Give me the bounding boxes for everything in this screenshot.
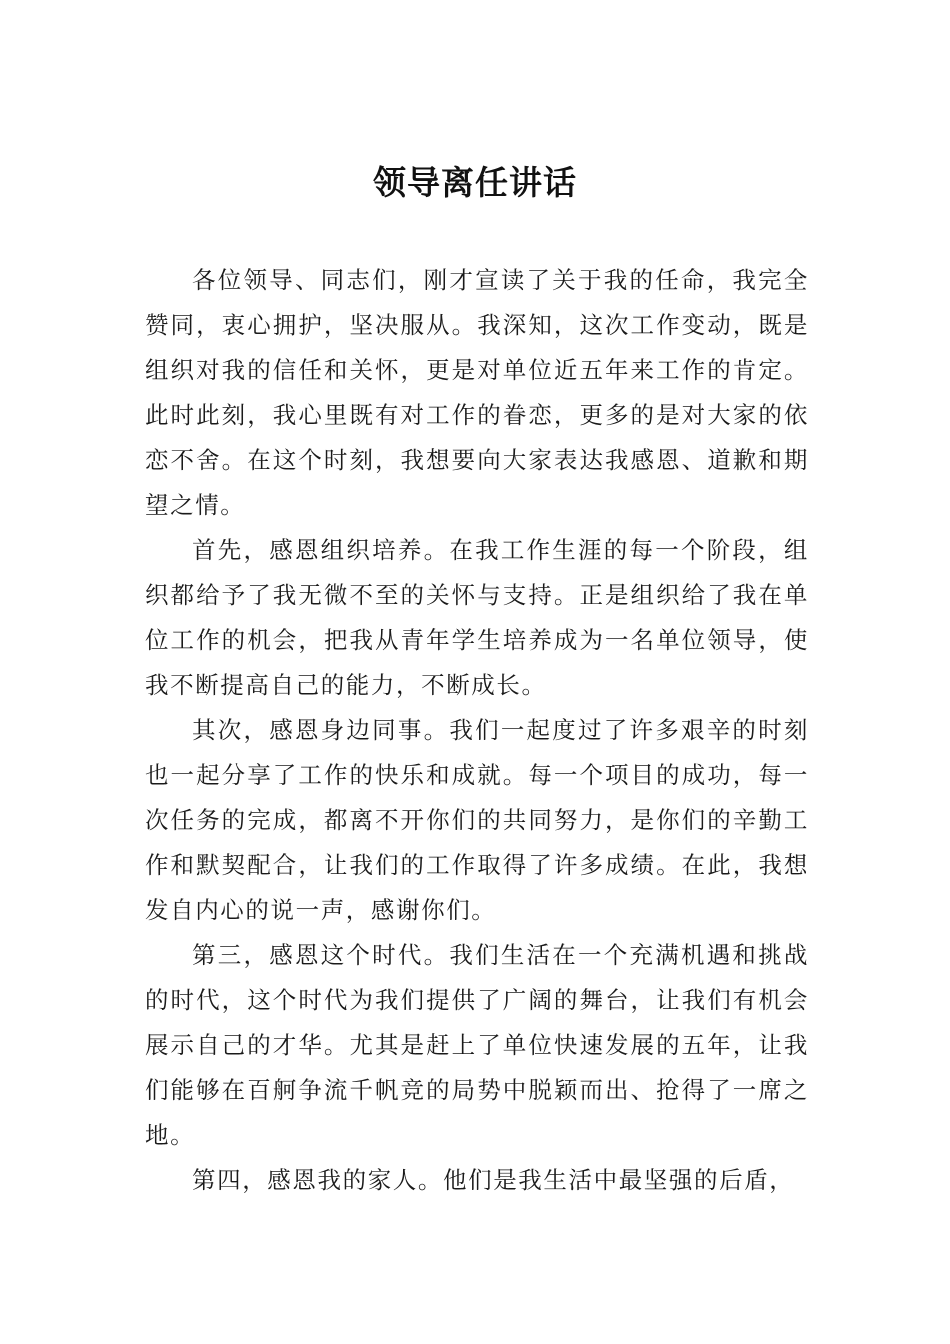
document-body: [145, 258, 809, 1203]
paragraph-first: 首先，感恩组织培养。在我工作生涯的每一个阶段，组织都给予了我无微不至的关怀与支持。正是组织给了我在单位工作的机会，把我从青年学生培养成为一名单位领导，使我不断提高自己的能力，不断成长。: [145, 536, 809, 699]
paragraph-intro: 各位领导、同志们，刚才宣读了关于我的任命，我完全赞同，衷心拥护，坚决服从。我深知，这次工作变动，既是组织对我的信任和关怀，更是对单位近五年来工作的肯定。此时此刻，我心里既有对工作的眷恋，更多的是对大家的依恋不舍。在这个时刻，我想要向大家表达我感恩、道歉和期望之情。: [145, 266, 809, 519]
document-title: 领导离任讲话: [373, 163, 577, 202]
paragraph-second: 其次，感恩身边同事。我们一起度过了许多艰辛的时刻也一起分享了工作的快乐和成就。每一个项目的成功，每一次任务的完成，都离不开你们的共同努力，是你们的辛勤工作和默契配合，让我们的工作取得了许多成绩。在此，我想发自内心的说一声，感谢你们。: [145, 716, 809, 924]
paragraph-fourth: 第四，感恩我的家人。他们是我生活中最坚强的后盾，: [192, 1166, 795, 1194]
paragraph-third: 第三，感恩这个时代。我们生活在一个充满机遇和挑战的时代，这个时代为我们提供了广阔的舞台，让我们有机会展示自己的才华。尤其是赶上了单位快速发展的五年，让我们能够在百舸争流千帆竞的局势中脱颖而出、抢得了一席之地。: [145, 941, 809, 1149]
